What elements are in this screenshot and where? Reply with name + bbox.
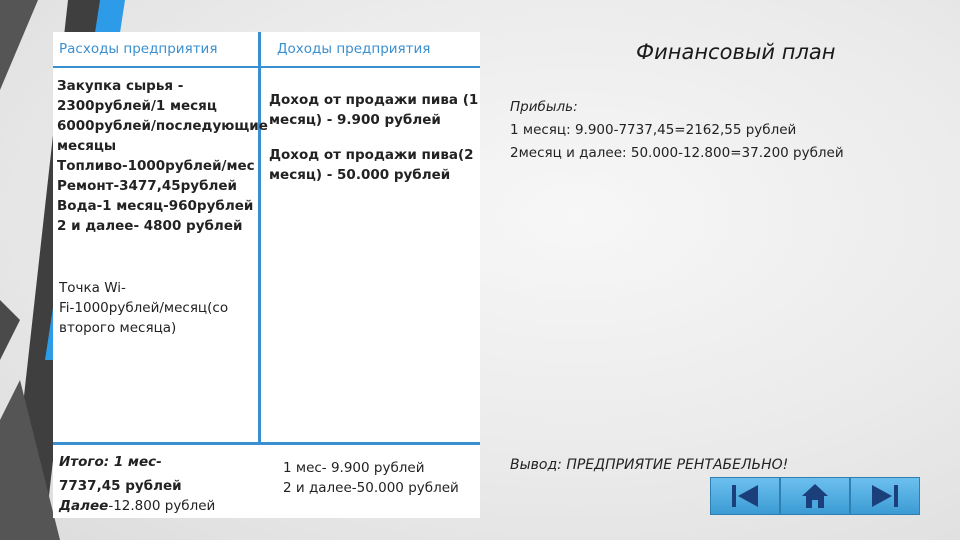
home-icon: [798, 482, 832, 510]
expense-line: второго месяца): [59, 320, 177, 336]
expense-line: Закупка сырья -: [57, 78, 184, 94]
expense-line: Точка Wi-: [59, 280, 126, 296]
profit-label: Прибыль:: [510, 99, 578, 115]
header-divider: [53, 66, 480, 68]
profit-block: [510, 96, 844, 165]
conclusion: [510, 457, 788, 473]
last-icon: [868, 482, 902, 510]
expenses-header: Расходы предприятия: [59, 41, 218, 57]
expense-line: месяцы: [57, 138, 117, 154]
income-total: [283, 458, 459, 498]
total-next-label: Далее: [59, 498, 109, 514]
expense-line: 2 и далее- 4800 рублей: [57, 218, 243, 234]
income-item-2: [269, 145, 474, 185]
first-slide-button[interactable]: [710, 477, 780, 515]
conclusion-label: Вывод:: [510, 457, 562, 473]
expense-line: Fi-1000рублей/месяц(со: [59, 300, 229, 316]
expense-line: Вода-1 месяц-960рублей: [57, 198, 254, 214]
finance-table: [53, 32, 480, 518]
expense-line: 6000рублей/последующие: [57, 118, 268, 134]
income-header: Доходы предприятия: [277, 41, 431, 57]
totals-divider: [53, 442, 480, 445]
income-total-line: 1 мес- 9.900 рублей: [283, 460, 425, 476]
income-line: Доход от продажи пива (1: [269, 92, 479, 108]
expense-line: Ремонт-3477,45рублей: [57, 178, 237, 194]
total-label: Итого: 1 мес-: [59, 454, 162, 470]
expense-line: Топливо-1000рублей/мес: [57, 158, 255, 174]
expenses-total: [59, 452, 215, 516]
total-next-value: -12.800 рублей: [108, 498, 216, 514]
expense-line: 2300рублей/1 месяц: [57, 98, 217, 114]
conclusion-value: ПРЕДПРИЯТИЕ РЕНТАБЕЛЬНО!: [566, 457, 789, 473]
income-item-1: [269, 90, 478, 130]
wifi-expense: [59, 278, 228, 338]
income-line: месяц) - 9.900 рублей: [269, 112, 441, 128]
income-line: Доход от продажи пива(2: [269, 147, 474, 163]
home-button[interactable]: [780, 477, 850, 515]
expenses-list: [57, 76, 268, 236]
income-line: месяц) - 50.000 рублей: [269, 167, 451, 183]
profit-line-1: 1 месяц: 9.900-7737,45=2162,55 рублей: [510, 122, 797, 138]
profit-line-2: 2месяц и далее: 50.000-12.800=37.200 рублей: [510, 145, 844, 161]
slide-title: Финансовый план: [636, 40, 836, 64]
total-first-month: 7737,45 рублей: [59, 478, 182, 494]
first-icon: [728, 482, 762, 510]
income-total-line: 2 и далее-50.000 рублей: [283, 480, 459, 496]
last-slide-button[interactable]: [850, 477, 920, 515]
